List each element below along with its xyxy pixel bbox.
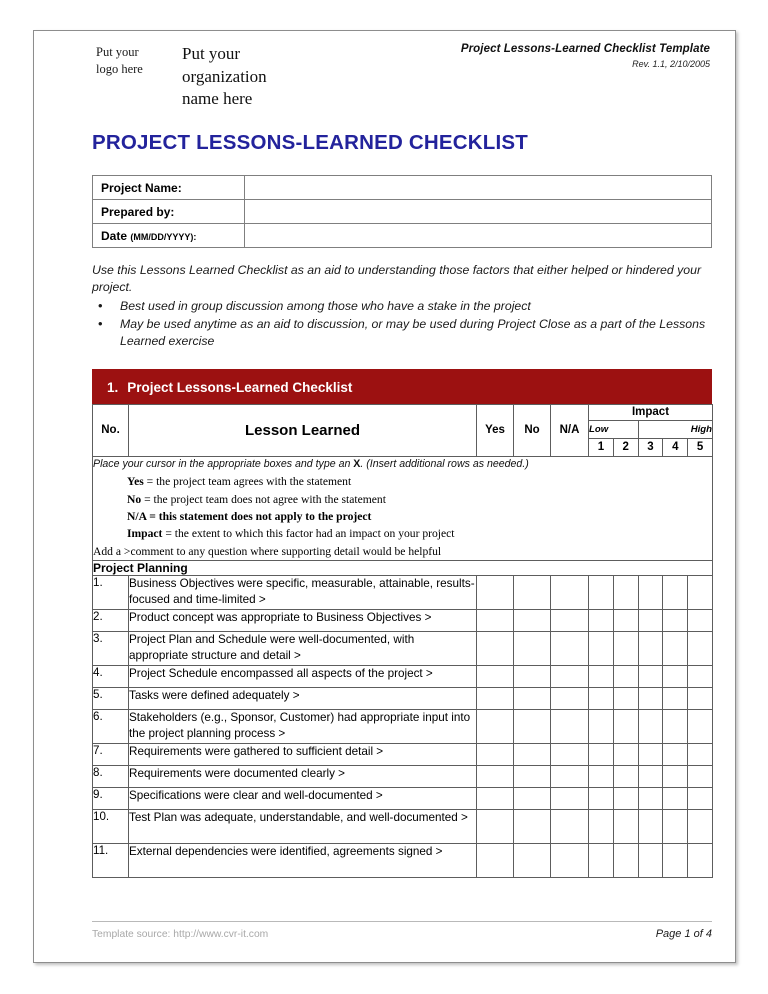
- checkbox-impact-1[interactable]: [589, 688, 614, 710]
- checkbox-na[interactable]: [551, 610, 589, 632]
- checkbox-na[interactable]: [551, 744, 589, 766]
- legend-item-na: N/A = this statement does not apply to the project: [127, 509, 372, 523]
- checkbox-no[interactable]: [514, 632, 551, 666]
- footer-page-number: Page 1 of 4: [655, 928, 712, 940]
- document-page: [33, 30, 736, 963]
- table-row: [93, 610, 713, 632]
- column-header-lesson-learned: Lesson Learned: [129, 404, 477, 456]
- checkbox-impact-5[interactable]: [688, 632, 713, 666]
- table-row: [93, 666, 713, 688]
- row-lesson-text: Requirements were gathered to sufficient detail >: [129, 744, 477, 766]
- checkbox-impact-4[interactable]: [663, 766, 688, 788]
- prepared-by-label: Prepared by:: [93, 200, 245, 224]
- checklist-table: [92, 404, 713, 879]
- legend-item-impact: Impact = the extent to which this factor had an impact on your project: [127, 526, 455, 540]
- table-row: [93, 632, 713, 666]
- checkbox-impact-5[interactable]: [688, 744, 713, 766]
- row-lesson-text: Tasks were defined adequately >: [129, 688, 477, 710]
- checkbox-impact-2[interactable]: [613, 844, 638, 878]
- row-number: 11.: [93, 844, 129, 878]
- legend-instruction: Place your cursor in the appropriate boxes and type an X. (Insert additional rows as needed.): [93, 457, 529, 470]
- legend-comment-note: Add a >comment to any question where supporting detail would be helpful: [93, 545, 442, 559]
- checkbox-impact-4[interactable]: [663, 576, 688, 610]
- row-lesson-text: Stakeholders (e.g., Sponsor, Customer) had appropriate input into the project planning process >: [129, 710, 477, 744]
- legend-x-mark: X: [353, 457, 361, 470]
- checkbox-no[interactable]: [514, 710, 551, 744]
- checkbox-impact-4[interactable]: [663, 632, 688, 666]
- table-header-row: [93, 404, 713, 421]
- row-number: 3.: [93, 632, 129, 666]
- checkbox-impact-3[interactable]: [638, 688, 663, 710]
- footer-source: Template source: http://www.cvr-it.com: [92, 929, 269, 940]
- checkbox-impact-1[interactable]: [589, 788, 614, 810]
- checkbox-no[interactable]: [514, 666, 551, 688]
- checkbox-impact-3[interactable]: [638, 766, 663, 788]
- checkbox-impact-5[interactable]: [688, 710, 713, 744]
- checkbox-impact-1[interactable]: [589, 632, 614, 666]
- checkbox-impact-2[interactable]: [613, 632, 638, 666]
- project-name-label: Project Name:: [93, 176, 245, 200]
- checkbox-yes[interactable]: [477, 844, 514, 878]
- checkbox-impact-4[interactable]: [663, 688, 688, 710]
- row-number: 9.: [93, 788, 129, 810]
- row-lesson-text: Specifications were clear and well-documented >: [129, 788, 477, 810]
- checkbox-impact-2[interactable]: [613, 810, 638, 844]
- row-lesson-text: Product concept was appropriate to Business Objectives >: [129, 610, 477, 632]
- checkbox-yes[interactable]: [477, 744, 514, 766]
- project-info-body: [93, 176, 712, 248]
- row-number: 1.: [93, 576, 129, 610]
- checkbox-na[interactable]: [551, 810, 589, 844]
- section-number: 1.: [107, 379, 119, 395]
- checkbox-yes[interactable]: [477, 810, 514, 844]
- checkbox-impact-5[interactable]: [688, 766, 713, 788]
- table-row: [93, 224, 712, 248]
- template-revision: Rev. 1.1, 2/10/2005: [632, 59, 710, 69]
- project-name-field[interactable]: [245, 176, 712, 200]
- impact-scale-5: 5: [688, 438, 713, 456]
- checkbox-impact-3[interactable]: [638, 576, 663, 610]
- checkbox-impact-3[interactable]: [638, 844, 663, 878]
- checkbox-impact-1[interactable]: [589, 766, 614, 788]
- row-number: 6.: [93, 710, 129, 744]
- section-banner: [92, 369, 712, 404]
- checkbox-na[interactable]: [551, 710, 589, 744]
- section-title: Project Lessons-Learned Checklist: [127, 379, 353, 395]
- checkbox-impact-4[interactable]: [663, 788, 688, 810]
- row-number: 10.: [93, 810, 129, 844]
- checkbox-yes[interactable]: [477, 576, 514, 610]
- table-row: [93, 688, 713, 710]
- checkbox-na[interactable]: [551, 688, 589, 710]
- checkbox-na[interactable]: [551, 788, 589, 810]
- table-row: [93, 710, 713, 744]
- organization-name-placeholder: [182, 43, 332, 111]
- checkbox-yes[interactable]: [477, 688, 514, 710]
- checkbox-impact-3[interactable]: [638, 632, 663, 666]
- checkbox-impact-4[interactable]: [663, 710, 688, 744]
- section-banner-wrap: [92, 369, 712, 404]
- checkbox-impact-3[interactable]: [638, 744, 663, 766]
- checkbox-na[interactable]: [551, 576, 589, 610]
- checkbox-yes[interactable]: [477, 766, 514, 788]
- checkbox-impact-2[interactable]: [613, 576, 638, 610]
- impact-low-label: Low: [589, 421, 639, 439]
- checkbox-impact-3[interactable]: [638, 666, 663, 688]
- checkbox-impact-1[interactable]: [589, 710, 614, 744]
- checklist-table-head: [93, 404, 713, 456]
- legend-block: [93, 456, 713, 561]
- checkbox-yes[interactable]: [477, 788, 514, 810]
- table-row: [93, 200, 712, 224]
- checkbox-impact-5[interactable]: [688, 788, 713, 810]
- checkbox-impact-2[interactable]: [613, 744, 638, 766]
- checkbox-impact-1[interactable]: [589, 610, 614, 632]
- checkbox-yes[interactable]: [477, 710, 514, 744]
- table-row: [93, 788, 713, 810]
- checkbox-no[interactable]: [514, 844, 551, 878]
- legend-item-no: No = the project team does not agree with the statement: [127, 492, 386, 506]
- template-title: Project Lessons-Learned Checklist Template: [460, 43, 710, 55]
- column-header-no-answer: No: [514, 404, 551, 456]
- list-item: • May be used anytime as an aid to discussion, or may be used during Project Close as a part of the Lessons Learned exercise: [92, 316, 735, 350]
- checkbox-na[interactable]: [551, 666, 589, 688]
- checklist-table-body: [93, 456, 713, 878]
- checkbox-na[interactable]: [551, 632, 589, 666]
- checkbox-impact-4[interactable]: [663, 844, 688, 878]
- checkbox-impact-1[interactable]: [589, 744, 614, 766]
- checkbox-no[interactable]: [514, 744, 551, 766]
- checkbox-impact-2[interactable]: [613, 766, 638, 788]
- checkbox-impact-3[interactable]: [638, 610, 663, 632]
- table-row: [93, 561, 713, 576]
- subsection-header-project-planning: Project Planning: [93, 561, 713, 576]
- checkbox-impact-5[interactable]: [688, 610, 713, 632]
- org-line-3: name here: [182, 89, 253, 109]
- table-row: [93, 810, 713, 844]
- row-number: 5.: [93, 688, 129, 710]
- row-lesson-text: Test Plan was adequate, understandable, and well-documented >: [129, 810, 477, 844]
- org-line-1: Put your: [182, 44, 241, 63]
- row-number: 8.: [93, 766, 129, 788]
- column-header-impact: Impact: [589, 404, 713, 421]
- checkbox-impact-2[interactable]: [613, 666, 638, 688]
- row-lesson-text: External dependencies were identified, agreements signed >: [129, 844, 477, 878]
- column-header-no: No.: [93, 404, 129, 456]
- row-number: 7.: [93, 744, 129, 766]
- checkbox-impact-5[interactable]: [688, 666, 713, 688]
- table-row: [93, 766, 713, 788]
- column-header-na: N/A: [551, 404, 589, 456]
- table-row: [93, 844, 713, 878]
- checkbox-impact-5[interactable]: [688, 688, 713, 710]
- checkbox-impact-3[interactable]: [638, 810, 663, 844]
- row-lesson-text: Requirements were documented clearly >: [129, 766, 477, 788]
- logo-line-2: logo here: [96, 61, 143, 76]
- date-label: Date (MM/DD/YYYY):: [93, 224, 245, 248]
- org-line-2: organization: [182, 66, 267, 86]
- table-row: [93, 176, 712, 200]
- prepared-by-field[interactable]: [245, 200, 712, 224]
- table-row: [93, 456, 713, 561]
- intro-paragraph: Use this Lessons Learned Checklist as an aid to understanding those factors that either helped or hindered your project.: [92, 263, 702, 294]
- checkbox-impact-4[interactable]: [663, 744, 688, 766]
- checkbox-impact-4[interactable]: [663, 810, 688, 844]
- document-footer: [92, 921, 712, 940]
- checkbox-impact-1[interactable]: [589, 844, 614, 878]
- row-lesson-text: Project Schedule encompassed all aspects of the project >: [129, 666, 477, 688]
- row-number: 4.: [93, 666, 129, 688]
- row-lesson-text: Business Objectives were specific, measurable, attainable, results-focused and time-limited >: [129, 576, 477, 610]
- impact-high-label: High: [638, 421, 712, 439]
- checkbox-no[interactable]: [514, 610, 551, 632]
- checkbox-impact-3[interactable]: [638, 710, 663, 744]
- impact-scale-1: 1: [589, 438, 614, 456]
- document-header: [34, 31, 735, 109]
- checkbox-impact-1[interactable]: [589, 666, 614, 688]
- checkbox-no[interactable]: [514, 788, 551, 810]
- checkbox-impact-3[interactable]: [638, 788, 663, 810]
- date-field[interactable]: [245, 224, 712, 248]
- checkbox-na[interactable]: [551, 844, 589, 878]
- checkbox-no[interactable]: [514, 810, 551, 844]
- list-item: • Best used in group discussion among those who have a stake in the project: [92, 298, 735, 315]
- checkbox-no[interactable]: [514, 766, 551, 788]
- checkbox-no[interactable]: [514, 576, 551, 610]
- logo-line-1: Put your: [96, 45, 139, 59]
- checkbox-impact-5[interactable]: [688, 810, 713, 844]
- column-header-yes: Yes: [477, 404, 514, 456]
- checkbox-no[interactable]: [514, 688, 551, 710]
- checkbox-impact-5[interactable]: [688, 844, 713, 878]
- impact-scale-2: 2: [613, 438, 638, 456]
- impact-scale-3: 3: [638, 438, 663, 456]
- checkbox-impact-2[interactable]: [613, 688, 638, 710]
- page-title: PROJECT LESSONS-LEARNED CHECKLIST: [92, 131, 528, 154]
- checkbox-yes[interactable]: [477, 632, 514, 666]
- table-row: [93, 576, 713, 610]
- row-lesson-text: Project Plan and Schedule were well-documented, with appropriate structure and detail >: [129, 632, 477, 666]
- checkbox-impact-5[interactable]: [688, 576, 713, 610]
- checkbox-impact-1[interactable]: [589, 576, 614, 610]
- row-number: 2.: [93, 610, 129, 632]
- checkbox-impact-1[interactable]: [589, 810, 614, 844]
- checkbox-yes[interactable]: [477, 610, 514, 632]
- intro-bullet-list: [34, 298, 735, 351]
- legend-item-yes: Yes = the project team agrees with the statement: [127, 475, 352, 489]
- legend-definitions: [93, 473, 712, 542]
- impact-scale-4: 4: [663, 438, 688, 456]
- table-row: [93, 744, 713, 766]
- project-info-table: [92, 175, 712, 248]
- logo-placeholder: [96, 44, 176, 78]
- date-format-hint: (MM/DD/YYYY):: [130, 231, 197, 242]
- checkbox-impact-2[interactable]: [613, 788, 638, 810]
- checkbox-impact-4[interactable]: [663, 610, 688, 632]
- checkbox-yes[interactable]: [477, 666, 514, 688]
- checkbox-impact-2[interactable]: [613, 610, 638, 632]
- checkbox-impact-2[interactable]: [613, 710, 638, 744]
- checkbox-impact-4[interactable]: [663, 666, 688, 688]
- checkbox-na[interactable]: [551, 766, 589, 788]
